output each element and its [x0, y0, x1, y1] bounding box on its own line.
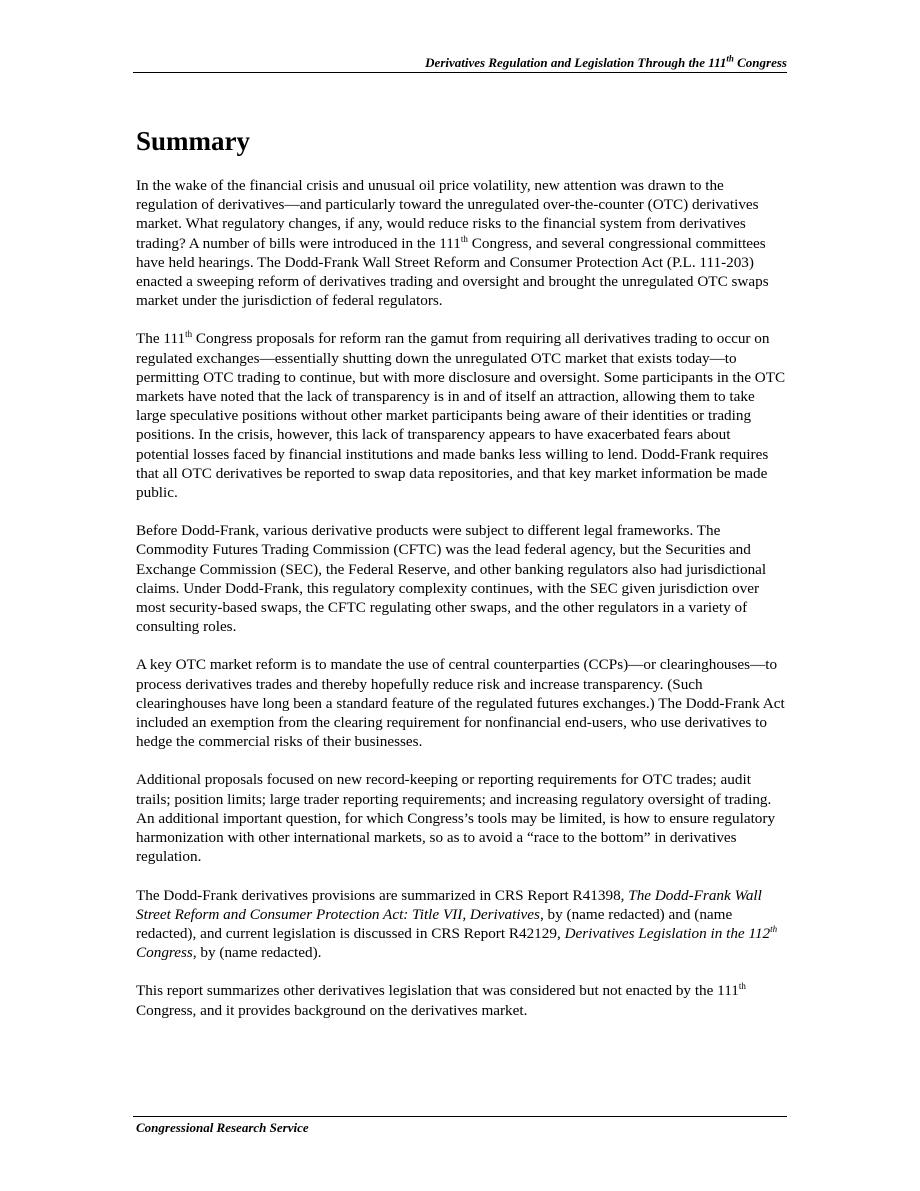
paragraph-7: [136, 981, 786, 1019]
header-rule: [133, 72, 787, 73]
paragraph-5: Additional proposals focused on new record-keeping or reporting requirements for OTC trades; audit trails; position limits; large trader reporting requirements; and increasing regulatory oversight of trading. An additional important question, for which Congress’s tools may be limited, is how to ensure regulatory harmonization with other international markets, so as to avoid a “race to the bottom” in derivatives regulation.: [136, 771, 776, 866]
paragraph-6-text-end: , by (name redacted).: [192, 944, 322, 962]
summary-body: [136, 176, 786, 1039]
paragraph-1-text-end: Congress, and several congressional committees have held hearings. The Dodd-Frank Wall Street Reform and Consumer Protection Act (P.L. 111-203) enacted a sweeping reform of derivatives trading and oversight and brought the unregulated OTC swaps market under the jurisdiction of federal regulators.: [136, 234, 769, 310]
paragraph-7-text: This report summarizes other derivatives legislation that was considered but not enacted by the 111: [136, 982, 739, 1000]
report-title-r41398: The Dodd-Frank Wall Street Reform and Consumer Protection Act: Title VII, Derivatives: [136, 886, 762, 923]
paragraph-2-text-end: Congress proposals for reform ran the gamut from requiring all derivatives trading to occur on regulated exchanges—essentially shutting down the unregulated OTC market that exists today—to permitting OTC trading to continue, but with more disclosure and oversight. Some participants in the OTC markets have noted that the lack of transparency is in and of itself an attraction, allowing them to take large speculative positions without other market participants being aware of their identities or trading positions. In the crisis, however, this lack of transparency appears to have exacerbated fears about potential losses faced by financial institutions and made banks less willing to lend. Dodd-Frank requires that all OTC derivatives be reported to swap data repositories, and that key market information be made public.: [136, 330, 786, 502]
running-header-text-end: Congress: [733, 55, 787, 70]
paragraph-1: [136, 176, 786, 310]
running-footer: Congressional Research Service: [136, 1120, 309, 1135]
running-header: [135, 55, 787, 71]
page-title: Summary: [136, 126, 250, 156]
footer-rule: [133, 1116, 787, 1117]
report-title-r42129-superscript: th: [770, 923, 778, 934]
report-title-r42129-text-end: Congress: [136, 944, 193, 962]
paragraph-7-text-end: Congress, and it provides background on the derivatives market.: [136, 1001, 528, 1019]
paragraph-1-text: In the wake of the financial crisis and unusual oil price volatility, new attention was drawn to the regulation of derivatives—and particularly toward the unregulated over-the-counter (OTC) derivatives market. What regulatory changes, if any, would reduce risks to the financial system from derivatives trading? A number of bills were introduced in the 111: [136, 177, 759, 252]
report-title-r42129-text: Derivatives Legislation in the 112: [564, 924, 771, 942]
paragraph-2-text: The 111: [136, 330, 186, 348]
paragraph-1-superscript: th: [460, 233, 468, 244]
paragraph-2-superscript: th: [185, 329, 193, 340]
running-header-superscript: th: [726, 53, 734, 64]
paragraph-4: A key OTC market reform is to mandate the use of central counterparties (CCPs)—or clearinghouses—to process derivatives trades and thereby hopefully reduce risk and increase transparency. (Such clearinghouses have long been a standard feature of the regulated futures exchanges.) The Dodd-Frank Act included an exemption from the clearing requirement for nonfinancial end-users, who use derivatives to hedge the commercial risks of their businesses.: [136, 656, 785, 751]
paragraph-6-text-mid: , by (name redacted) and (name redacted), and current legislation is discussed in CRS Report R42129,: [136, 905, 733, 942]
paragraph-2: [136, 329, 786, 502]
paragraph-7-superscript: th: [738, 981, 746, 992]
paragraph-6-text: The Dodd-Frank derivatives provisions are summarized in CRS Report R41398,: [136, 886, 629, 904]
paragraph-3: Before Dodd-Frank, various derivative products were subject to different legal frameworks. The Commodity Futures Trading Commission (CFTC) was the lead federal agency, but the Securities and Exchange Commission (SEC), the Federal Reserve, and other banking regulators also had jurisdictional claims. Under Dodd-Frank, this regulatory complexity continues, with the SEC given jurisdiction over most security-based swaps, the CFTC regulating other swaps, and the other regulators in a variety of consulting roles.: [136, 522, 767, 636]
paragraph-6: [136, 886, 786, 963]
running-header-text: Derivatives Regulation and Legislation Through the 111: [425, 55, 727, 70]
